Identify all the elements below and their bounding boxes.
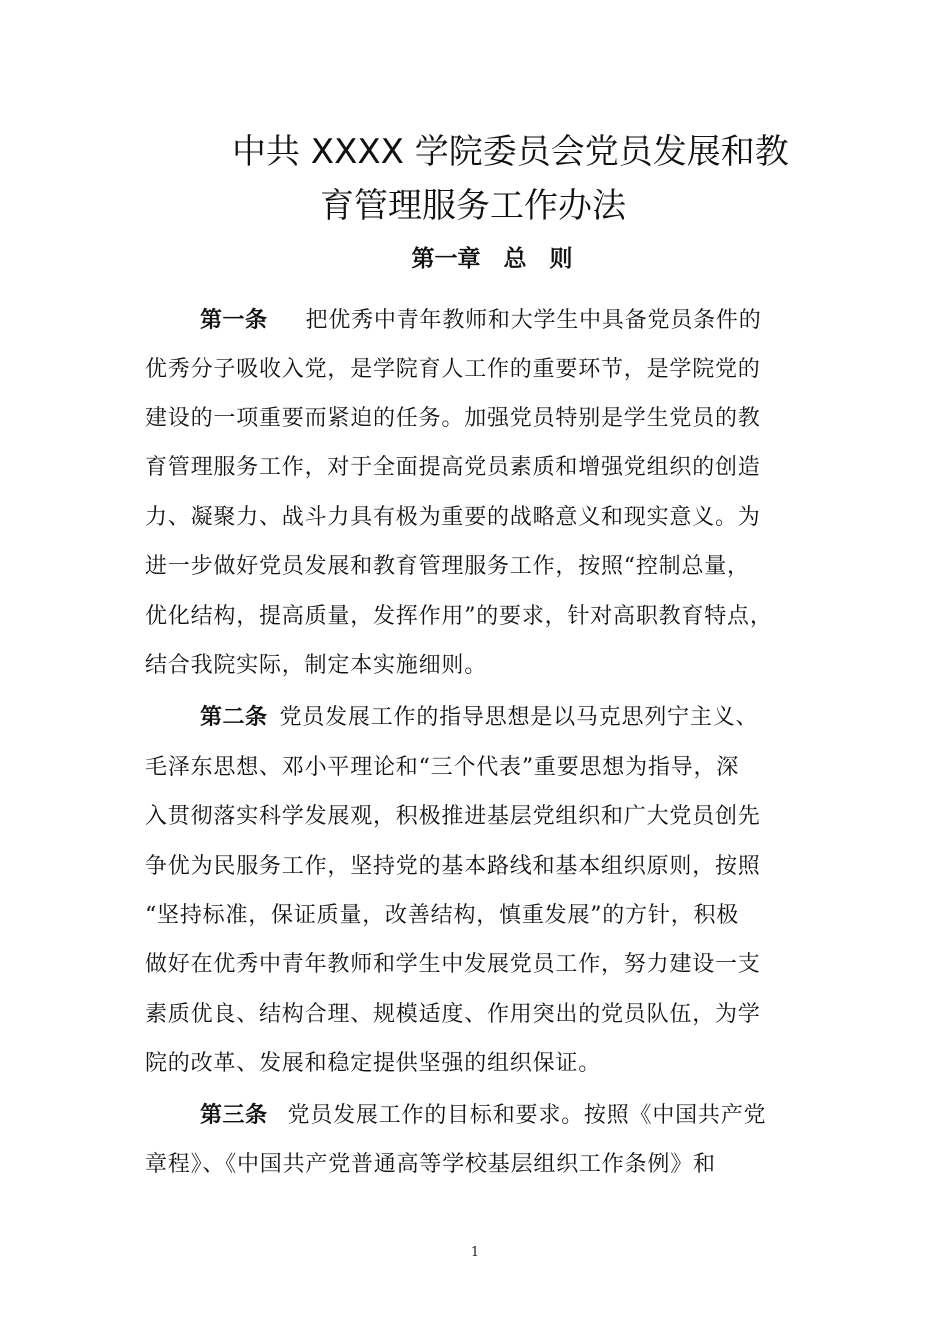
article-2-text-line: 素质优良、结构合理、规模适度、作用突出的党员队伍，为学: [145, 1002, 761, 1027]
document-title-line-2: 育管理服务工作办法: [320, 186, 626, 226]
article-2-first-line: [200, 703, 880, 733]
article-2-text-line: 入贯彻落实科学发展观，积极推进基层党组织和广大党员创先: [145, 804, 761, 829]
article-1-text-line: 结合我院实际，制定本实施细则。: [145, 653, 488, 678]
article-1-text-line: 优秀分子吸收入党，是学院育人工作的重要环节，是学院党的: [145, 357, 761, 382]
article-1-text-line: 进一步做好党员发展和教育管理服务工作，按照“控制总量，: [145, 554, 750, 579]
article-1-text-line: 建设的一项重要而紧迫的任务。加强党员特别是学生党员的教: [145, 406, 761, 431]
article-2-text-line: “坚持标准，保证质量，改善结构，慎重发展”的方针，积极: [145, 903, 740, 928]
article-2-text-line: 党员发展工作的指导思想是以马克思列宁主义、: [279, 705, 759, 730]
article-2-text-line: 院的改革、发展和稳定提供坚强的组织保证。: [145, 1051, 602, 1076]
article-3-label: 第三条: [200, 1103, 268, 1128]
document-title-line-1: 中共 XXXX 学院委员会党员发展和教: [232, 132, 789, 172]
article-3-text-line: 章程》、《中国共产党普通高等学校基层组织工作条例》和: [145, 1152, 716, 1177]
page-number: 1: [470, 1245, 480, 1260]
chapter-heading: 第一章 总 则: [411, 246, 573, 272]
article-1-text-line: 把优秀中青年教师和大学生中具备党员条件的: [305, 308, 762, 333]
article-2-label: 第二条: [200, 705, 268, 730]
article-1-text-line: 力、凝聚力、战斗力具有极为重要的战略意义和现实意义。为: [145, 505, 761, 530]
article-1-text-line: 育管理服务工作，对于全面提高党员素质和增强党组织的创造: [145, 455, 761, 480]
article-3-first-line: [200, 1101, 880, 1131]
article-1-label: 第一条: [200, 308, 268, 333]
article-1-text-line: 优化结构，提高质量，发挥作用”的要求，针对高职教育特点，: [145, 604, 773, 629]
article-2-text-line: 做好在优秀中青年教师和学生中发展党员工作，努力建设一支: [145, 952, 761, 977]
article-3-text-line: 党员发展工作的目标和要求。按照《中国共产党: [287, 1103, 767, 1128]
article-2-text-line: 争优为民服务工作，坚持党的基本路线和基本组织原则，按照: [145, 854, 761, 879]
article-1-first-line: [200, 306, 880, 336]
article-2-text-line: 毛泽东思想、邓小平理论和“三个代表”重要思想为指导，深: [145, 755, 740, 780]
